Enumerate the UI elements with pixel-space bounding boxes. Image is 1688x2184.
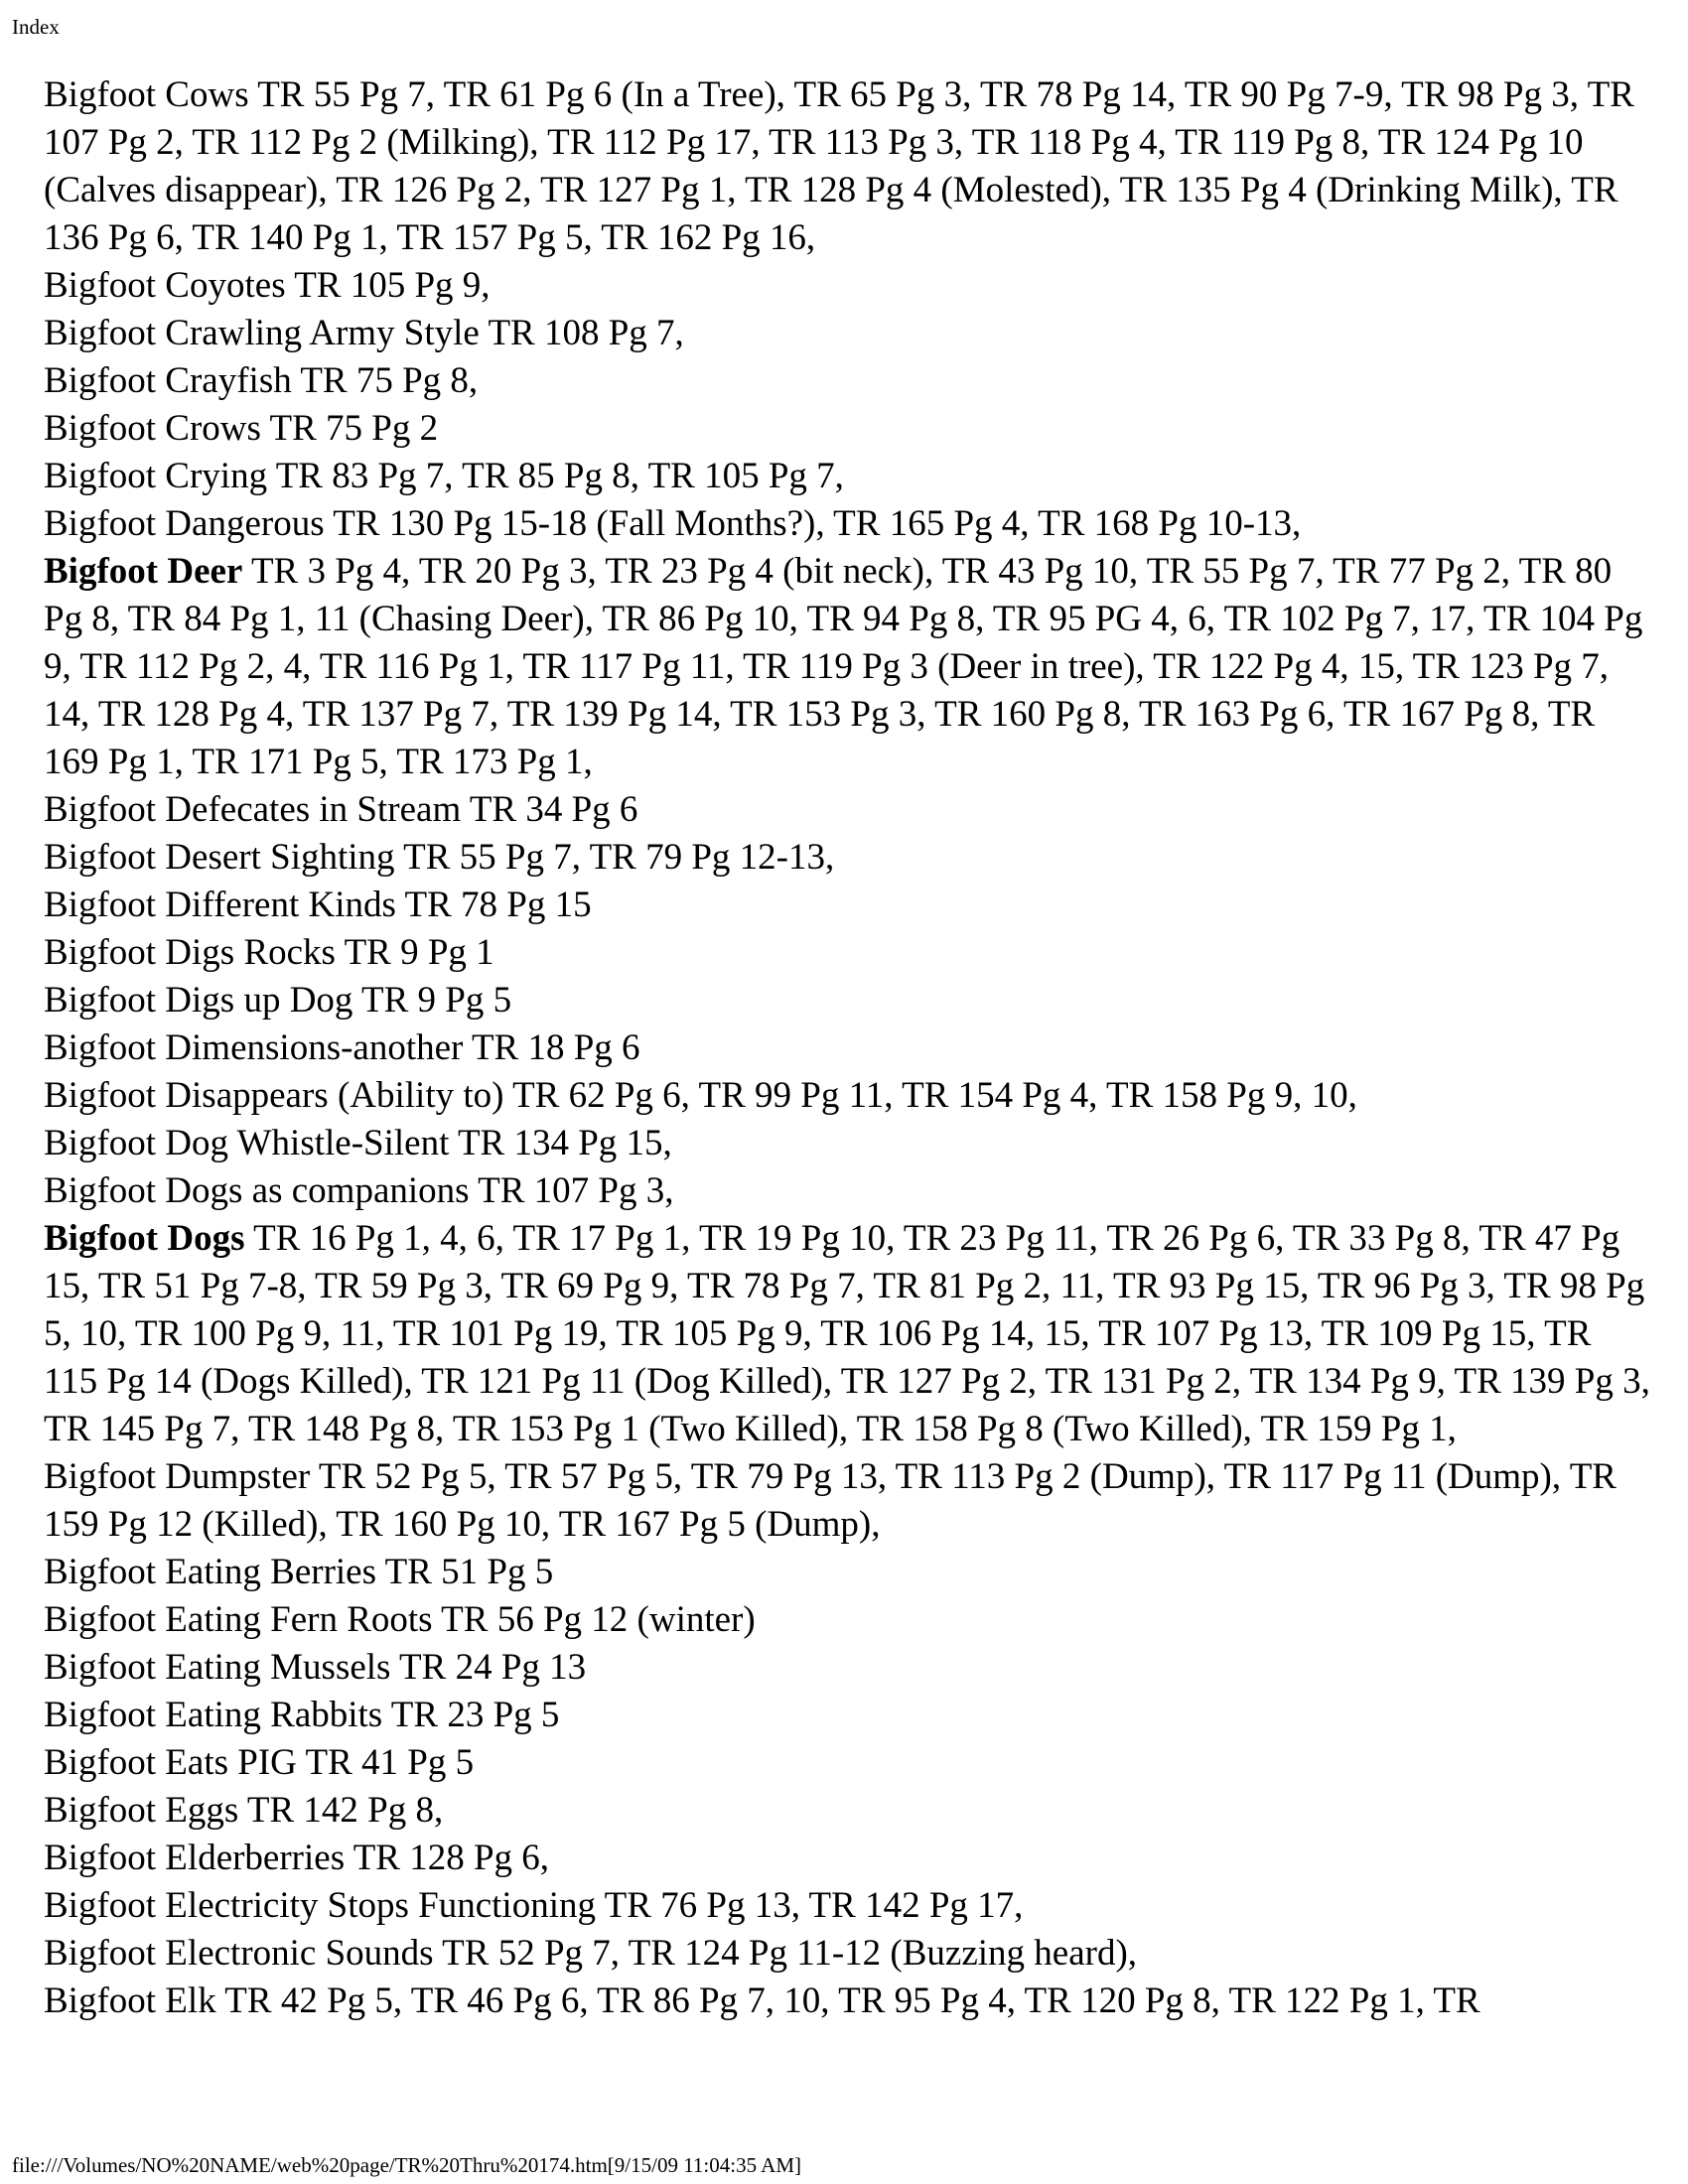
entry-term: Bigfoot Electricity Stops Functioning bbox=[44, 1885, 596, 1926]
entry-term: Bigfoot Eating Rabbits bbox=[44, 1695, 383, 1735]
entry-references: TR 76 Pg 13, TR 142 Pg 17, bbox=[604, 1885, 1024, 1926]
entry-term: Bigfoot Dogs bbox=[44, 1218, 245, 1259]
entry-term: Bigfoot Coyotes bbox=[44, 265, 286, 306]
entry-term: Bigfoot Dog Whistle-Silent bbox=[44, 1123, 450, 1163]
entry-references: TR 23 Pg 5 bbox=[390, 1695, 560, 1735]
index-entry bbox=[44, 1978, 1652, 2025]
entry-term: Bigfoot Eating Berries bbox=[44, 1552, 376, 1592]
index-entry bbox=[44, 1787, 1652, 1835]
index-entry bbox=[44, 1835, 1652, 1882]
entry-references: TR 3 Pg 4, TR 20 Pg 3, TR 23 Pg 4 (bit neck), TR 43 Pg 10, TR 55 Pg 7, TR 77 Pg 2, TR 80 Pg 8, TR 84 Pg 1, 11 (Chasing Deer), TR 86 Pg 10, TR 94 Pg 8, TR 95 PG 4, 6, TR 102 Pg 7, 17, TR 104 Pg 9, TR 112 Pg 2, 4, TR 116 Pg 1, TR 117 Pg 11, TR 119 Pg 3 (Deer in tree), TR 122 Pg 4, 15, TR 123 Pg 7, 14, TR 128 Pg 4, TR 137 Pg 7, TR 139 Pg 14, TR 153 Pg 3, TR 160 Pg 8, TR 163 Pg 6, TR 167 Pg 8, TR 169 Pg 1, TR 171 Pg 5, TR 173 Pg 1, bbox=[44, 551, 1643, 782]
entry-term: Bigfoot Dumpster bbox=[44, 1456, 311, 1497]
entry-references: TR 128 Pg 6, bbox=[352, 1838, 550, 1878]
entry-references: TR 9 Pg 1 bbox=[344, 932, 494, 973]
entry-references: TR 105 Pg 9, bbox=[294, 265, 491, 306]
entry-references: TR 24 Pg 13 bbox=[399, 1647, 587, 1688]
entry-references: TR 83 Pg 7, TR 85 Pg 8, TR 105 Pg 7, bbox=[275, 456, 844, 496]
index-entry bbox=[44, 834, 1652, 882]
index-entry bbox=[44, 405, 1652, 453]
entry-term: Bigfoot Desert Sighting bbox=[44, 837, 395, 878]
index-entry bbox=[44, 1453, 1652, 1549]
entry-term: Bigfoot Digs up Dog bbox=[44, 980, 353, 1021]
entry-term: Bigfoot Crows bbox=[44, 408, 261, 449]
entry-term: Bigfoot Crying bbox=[44, 456, 268, 496]
index-entry bbox=[44, 500, 1652, 548]
index-entry bbox=[44, 1596, 1652, 1644]
entry-term: Bigfoot Electronic Sounds bbox=[44, 1933, 434, 1974]
index-entry bbox=[44, 786, 1652, 834]
entry-references: TR 42 Pg 5, TR 46 Pg 6, TR 86 Pg 7, 10, TR 95 Pg 4, TR 120 Pg 8, TR 122 Pg 1, TR bbox=[224, 1980, 1480, 2021]
index-entry bbox=[44, 1215, 1652, 1453]
index-entry bbox=[44, 1692, 1652, 1739]
index-entry bbox=[44, 882, 1652, 929]
entry-references: TR 51 Pg 5 bbox=[384, 1552, 554, 1592]
entry-references: TR 78 Pg 15 bbox=[404, 885, 592, 925]
index-entry bbox=[44, 1930, 1652, 1978]
entry-term: Bigfoot Cows bbox=[44, 74, 249, 115]
index-entry bbox=[44, 977, 1652, 1024]
entry-term: Bigfoot Crayfish bbox=[44, 360, 292, 401]
index-entry bbox=[44, 1120, 1652, 1167]
page-footer-url: file:///Volumes/NO%20NAME/web%20page/TR%20Thru%20174.htm[9/15/09 11:04:35 AM] bbox=[12, 2153, 802, 2177]
entry-references: TR 108 Pg 7, bbox=[488, 313, 684, 353]
index-entry bbox=[44, 1644, 1652, 1692]
index-entry bbox=[44, 357, 1652, 405]
entry-term: Bigfoot Eating Fern Roots bbox=[44, 1599, 433, 1640]
entry-references: TR 56 Pg 12 (winter) bbox=[441, 1599, 756, 1640]
entry-references: TR 41 Pg 5 bbox=[305, 1742, 475, 1783]
entry-term: Bigfoot Elderberries bbox=[44, 1838, 346, 1878]
index-entry bbox=[44, 453, 1652, 500]
index-entry bbox=[44, 1739, 1652, 1787]
index-entry bbox=[44, 929, 1652, 977]
index-entry bbox=[44, 548, 1652, 786]
entry-references: TR 9 Pg 5 bbox=[361, 980, 512, 1021]
entry-references: TR 52 Pg 5, TR 57 Pg 5, TR 79 Pg 13, TR 113 Pg 2 (Dump), TR 117 Pg 11 (Dump), TR 159 Pg 12 (Killed), TR 160 Pg 10, TR 167 Pg 5 (Dump), bbox=[44, 1456, 1617, 1545]
entry-term: Bigfoot Disappears (Ability to) bbox=[44, 1075, 504, 1116]
page-title: Index bbox=[12, 15, 60, 39]
index-entry bbox=[44, 1549, 1652, 1596]
entry-term: Bigfoot Eggs bbox=[44, 1790, 239, 1831]
entry-references: TR 130 Pg 15-18 (Fall Months?), TR 165 Pg 4, TR 168 Pg 10-13, bbox=[333, 503, 1302, 544]
index-entry bbox=[44, 71, 1652, 262]
index-entry bbox=[44, 1882, 1652, 1930]
entry-term: Bigfoot Eats PIG bbox=[44, 1742, 297, 1783]
entry-references: TR 142 Pg 8, bbox=[246, 1790, 444, 1831]
entry-term: Bigfoot Elk bbox=[44, 1980, 216, 2021]
entry-term: Bigfoot Deer bbox=[44, 551, 243, 592]
entry-references: TR 52 Pg 7, TR 124 Pg 11-12 (Buzzing heard), bbox=[442, 1933, 1138, 1974]
entry-term: Bigfoot Defecates in Stream bbox=[44, 789, 462, 830]
entry-term: Bigfoot Crawling Army Style bbox=[44, 313, 480, 353]
entry-term: Bigfoot Digs Rocks bbox=[44, 932, 336, 973]
entry-references: TR 75 Pg 2 bbox=[269, 408, 439, 449]
entry-term: Bigfoot Dogs as companions bbox=[44, 1170, 470, 1211]
entry-references: TR 134 Pg 15, bbox=[457, 1123, 672, 1163]
entry-term: Bigfoot Eating Mussels bbox=[44, 1647, 391, 1688]
entry-references: TR 107 Pg 3, bbox=[478, 1170, 674, 1211]
entry-references: TR 75 Pg 8, bbox=[300, 360, 479, 401]
entry-references: TR 55 Pg 7, TR 79 Pg 12-13, bbox=[403, 837, 835, 878]
entry-term: Bigfoot Different Kinds bbox=[44, 885, 396, 925]
entry-references: TR 62 Pg 6, TR 99 Pg 11, TR 154 Pg 4, TR 158 Pg 9, 10, bbox=[512, 1075, 1357, 1116]
entry-references: TR 55 Pg 7, TR 61 Pg 6 (In a Tree), TR 65 Pg 3, TR 78 Pg 14, TR 90 Pg 7-9, TR 98 Pg 3, TR 107 Pg 2, TR 112 Pg 2 (Milking), TR 112 Pg 17, TR 113 Pg 3, TR 118 Pg 4, TR 119 Pg 8, TR 124 Pg 10 (Calves disappear), TR 126 Pg 2, TR 127 Pg 1, TR 128 Pg 4 (Molested), TR 135 Pg 4 (Drinking Milk), TR 136 Pg 6, TR 140 Pg 1, TR 157 Pg 5, TR 162 Pg 16, bbox=[44, 74, 1634, 258]
entry-term: Bigfoot Dangerous bbox=[44, 503, 325, 544]
index-entry bbox=[44, 1024, 1652, 1072]
index-entry bbox=[44, 310, 1652, 357]
index-list bbox=[44, 71, 1652, 2025]
entry-term: Bigfoot Dimensions-another bbox=[44, 1027, 464, 1068]
entry-references: TR 16 Pg 1, 4, 6, TR 17 Pg 1, TR 19 Pg 10, TR 23 Pg 11, TR 26 Pg 6, TR 33 Pg 8, TR 47 Pg 15, TR 51 Pg 7-8, TR 59 Pg 3, TR 69 Pg 9, TR 78 Pg 7, TR 81 Pg 2, 11, TR 93 Pg 15, TR 96 Pg 3, TR 98 Pg 5, 10, TR 100 Pg 9, 11, TR 101 Pg 19, TR 105 Pg 9, TR 106 Pg 14, 15, TR 107 Pg 13, TR 109 Pg 15, TR 115 Pg 14 (Dogs Killed), TR 121 Pg 11 (Dog Killed), TR 127 Pg 2, TR 131 Pg 2, TR 134 Pg 9, TR 139 Pg 3, TR 145 Pg 7, TR 148 Pg 8, TR 153 Pg 1 (Two Killed), TR 158 Pg 8 (Two Killed), TR 159 Pg 1, bbox=[44, 1218, 1650, 1449]
index-entry bbox=[44, 262, 1652, 310]
index-entry bbox=[44, 1072, 1652, 1120]
entry-references: TR 34 Pg 6 bbox=[469, 789, 638, 830]
entry-references: TR 18 Pg 6 bbox=[471, 1027, 640, 1068]
index-entry bbox=[44, 1167, 1652, 1215]
